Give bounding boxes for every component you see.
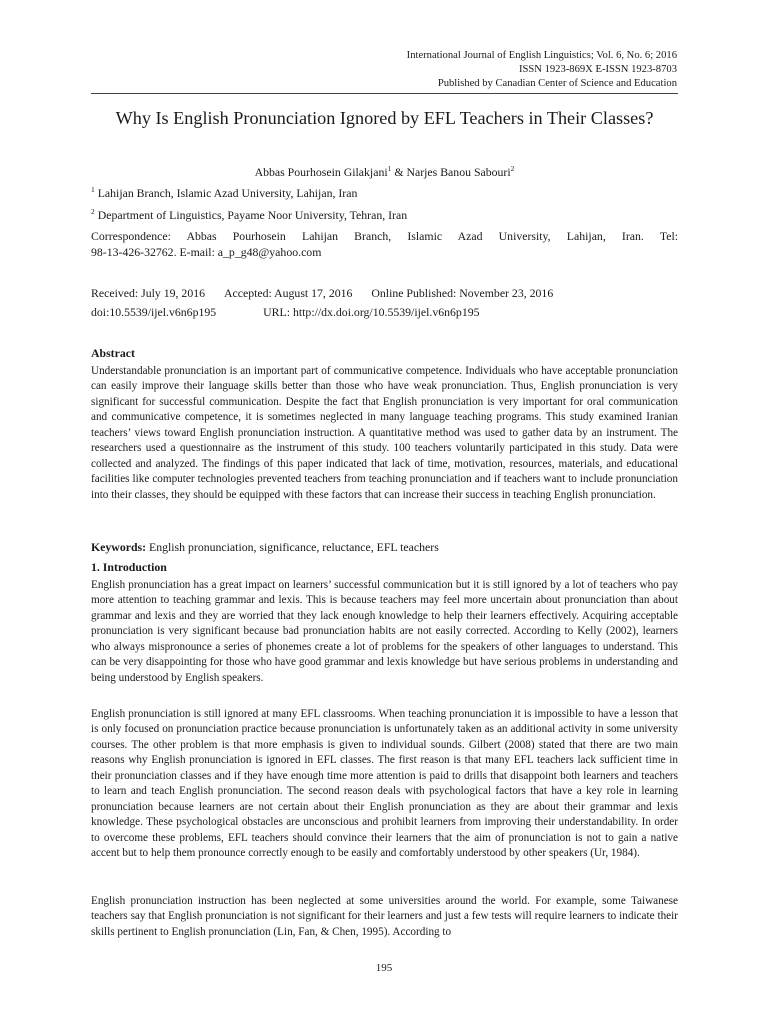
affiliation-1 [91, 186, 678, 201]
correspondence [91, 229, 678, 260]
affiliation-number: 1 [91, 185, 95, 194]
accepted-date: Accepted: August 17, 2016 [223, 286, 353, 300]
abstract-text: Understandable pronunciation is an important part of communicative competence. Individuals who have acceptable pronunciation can easily improve their language skills better than those who have weak pronunciation. Thus, English pronunciation is very significant for successful communication. Despite the fact that English pronunciation is very important for oral communication and communicative competence, it is sometimes neglected in many language teaching programs. This study examined Iranian teachers’ views toward English pronunciation instruction. A quantitative method was used to gather data by an instrument. The researchers used a questionnaire as the instrument of this study. 100 teachers voluntarily participated in this study. Data were collected and analyzed. The findings of this paper indicated that lack of time, motivation, resources, materials, and educational facilities like computer technologies prevented teachers from teaching pronunciation and if teachers want to include pronunciation into their classes, they should be equipped with these factors that can increase their success in teaching English pronunciation. [91, 365, 678, 501]
published-date: Online Published: November 23, 2016 [371, 286, 554, 300]
journal-publisher: Published by Canadian Center of Science and Education [437, 78, 677, 89]
header-divider [91, 93, 678, 94]
author-separator: & [391, 165, 407, 179]
journal-citation: International Journal of English Linguistics; Vol. 6, No. 6; 2016 [406, 50, 677, 61]
keywords [91, 540, 678, 555]
affiliation-number: 2 [91, 207, 95, 216]
paper-title: Why Is English Pronunciation Ignored by EFL Teachers in Their Classes? [115, 108, 654, 128]
author-name: Narjes Banou Sabouri [406, 165, 511, 179]
url-link[interactable]: URL: http://dx.doi.org/10.5539/ijel.v6n6p195 [263, 305, 480, 319]
author-affiliation-marker: 2 [510, 164, 515, 173]
author-line [91, 164, 678, 180]
journal-issn: ISSN 1923-869X E-ISSN 1923-8703 [518, 64, 677, 75]
author-name: Abbas Pourhosein Gilakjani [254, 165, 388, 179]
affiliation-text: Department of Linguistics, Payame Noor University, Tehran, Iran [94, 208, 408, 222]
paragraph: English pronunciation has a great impact on learners’ successful communication but it is still ignored by a lot of teachers who pay more attention to teaching grammar and lexis. This is because teachers may feel more uncertain about pronunciation than about grammar and lexis and they are worried that they lack enough knowledge to help their learners effectively. Acquiring acceptable pronunciation is very significant because bad pronunciation habits are not easily corrected. According to Kelly (2002), learners who always mispronounce a series of phonemes create a lot of problems for the speakers of other languages to understand. This can be very disappointing for those who have good grammar and lexis knowledge but have serious problems in understanding and being understood by English speakers. [91, 579, 678, 684]
keywords-text: English pronunciation, significance, reluctance, EFL teachers [146, 540, 439, 554]
page-number: 195 [375, 962, 393, 974]
keywords-label: Keywords: [91, 540, 147, 554]
paragraph: English pronunciation instruction has been neglected at some universities around the world. For example, some Taiwanese teachers say that English pronunciation is not significant for their learners and just a few tests will require learners to indicate their skills pertinent to English pronunciation (Lin, Fan, & Chen, 1995). According to [91, 895, 678, 938]
paragraph: English pronunciation is still ignored at many EFL classrooms. When teaching pronunciation it is impossible to have a lesson that is only focused on pronunciation practice because pronunciation is unfortunately taken as an additional activity in some university courses. The other problem is that more emphasis is given to individual sounds. Gilbert (2008) stated that there are two main reasons why English pronunciation is ignored in EFL classes. The first reason is that many EFL teachers lack sufficient time in their pronunciation classes and if they have enough time more attention is paid to drills that disappoint both learners and teachers to learn and teach English pronunciation. The second reason deals with psychological factors that have a key role in learning pronunciation because learners are not certain about their English pronunciation as they are about their grammar and lexis knowledge. These psychological obstacles are unconscious and prohibit learners from improving their understandability. In order to overcome these problems, EFL teachers should convince their learners that the aim of pronunciation is not to gain a native accent but to help them pronounce correctly enough to be easily and comfortably understood by other speakers (Ur, 1984). [91, 708, 678, 860]
abstract-heading: Abstract [91, 346, 135, 360]
publication-dates [91, 286, 553, 301]
journal-header [407, 49, 677, 91]
affiliation-text: Lahijan Branch, Islamic Azad University, Lahijan, Iran [94, 186, 358, 200]
received-date: Received: July 19, 2016 [91, 286, 206, 300]
affiliation-2 [91, 208, 678, 223]
identifiers [91, 305, 480, 320]
correspondence-line-2: 98-13-426-32762. E-mail: a_p_g48@yahoo.com [91, 244, 322, 259]
author-affiliation-marker: 1 [387, 164, 392, 173]
introduction-heading: 1. Introduction [91, 560, 167, 574]
doi-text: doi:10.5539/ijel.v6n6p195 [91, 305, 217, 319]
correspondence-line-1: Correspondence: Abbas Pourhosein Lahijan Branch, Islamic Azad University, Lahijan, Iran. Tel: [91, 229, 678, 243]
